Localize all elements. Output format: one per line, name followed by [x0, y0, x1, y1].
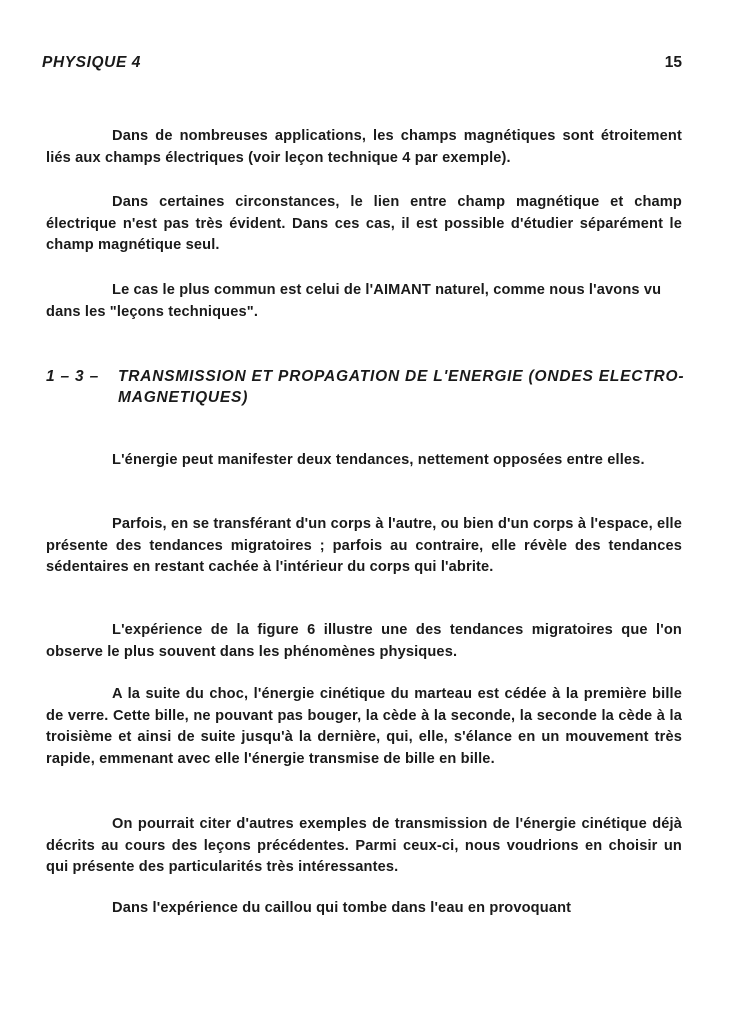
- running-title: PHYSIQUE 4: [42, 54, 142, 71]
- paragraph-tendances: L'énergie peut manifester deux tendances, nettement opposées entre elles.: [112, 452, 645, 468]
- paragraph-migratoires: Parfois, en se transférant d'un corps à l'autre, ou bien d'un corps à l'espace, elle présente des tendances migratoires ; parfois au contraire, elle révèle des tendances sédentaires en restant cachée à l'intérieur du corps qui l'abrite.: [46, 516, 682, 575]
- section-number: 1 – 3 –: [46, 368, 100, 385]
- paragraph-circonstances: Dans certaines circonstances, le lien entre champ magnétique et champ électrique n'est pas très évident. Dans ces cas, il est possible d'étudier séparément le champ magnétique seul.: [46, 194, 682, 253]
- paragraph-applications: Dans de nombreuses applications, les champs magnétiques sont étroitement liés aux champs électriques (voir leçon technique 4 par exemple).: [46, 128, 682, 166]
- page-number: 15: [664, 54, 682, 71]
- section-title: TRANSMISSION ET PROPAGATION DE L'ENERGIE (ONDES ELECTRO-MAGNETIQUES): [118, 368, 685, 406]
- paragraph-aimant: Le cas le plus commun est celui de l'AIMANT naturel, comme nous l'avons vu dans les "leçons techniques".: [46, 282, 662, 320]
- running-header: [42, 54, 682, 78]
- paragraph-figure-6: L'expérience de la figure 6 illustre une des tendances migratoires que l'on observe le plus souvent dans les phénomènes physiques.: [46, 622, 682, 660]
- paragraph-caillou: Dans l'expérience du caillou qui tombe dans l'eau en provoquant: [112, 900, 572, 916]
- paragraph-choc: A la suite du choc, l'énergie cinétique du marteau est cédée à la première bille de verre. Cette bille, ne pouvant pas bouger, la cède à la seconde, la seconde la cède à la troisième et ainsi de suite jusqu'à la dernière, qui, elle, s'élance en un mouvement très rapide, emmenant avec elle l'énergie transmise de bille en bille.: [46, 686, 682, 767]
- paragraph-exemples: On pourrait citer d'autres exemples de transmission de l'énergie cinétique déjà décrits au cours des leçons précédentes. Parmi ceux-ci, nous voudrions en choisir un qui présente des particularités très intéressantes.: [46, 816, 682, 875]
